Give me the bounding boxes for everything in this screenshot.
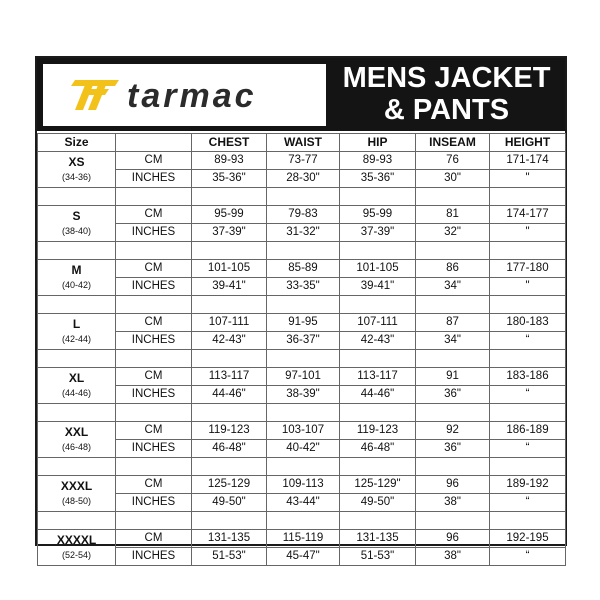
chest-cell: 119-123	[192, 422, 267, 440]
height-cell: 180-183	[490, 314, 566, 332]
inseam-cell: 36"	[416, 386, 490, 404]
height-cell: “	[490, 440, 566, 458]
waist-cell: 45-47"	[267, 548, 340, 566]
unit-cell: CM	[116, 476, 192, 494]
spacer-row	[38, 458, 566, 476]
spacer-cell	[416, 404, 490, 422]
size-name: XXXXL	[56, 532, 97, 547]
hip-cell: 37-39"	[340, 224, 416, 242]
spacer-cell	[38, 188, 116, 206]
spacer-cell	[116, 242, 192, 260]
waist-cell: 43-44"	[267, 494, 340, 512]
inseam-cell: 34"	[416, 332, 490, 350]
hip-cell: 101-105	[340, 260, 416, 278]
spacer-cell	[38, 512, 116, 530]
unit-cell: INCHES	[116, 170, 192, 188]
chest-cell: 39-41"	[192, 278, 267, 296]
spacer-cell	[192, 188, 267, 206]
inseam-cell: 32"	[416, 224, 490, 242]
size-range: (46-48)	[61, 441, 91, 452]
chest-cell: 113-117	[192, 368, 267, 386]
table-row	[38, 422, 566, 440]
spacer-cell	[192, 512, 267, 530]
size-cell	[38, 368, 116, 404]
chest-cell: 101-105	[192, 260, 267, 278]
table-row	[38, 224, 566, 242]
spacer-row	[38, 296, 566, 314]
spacer-cell	[192, 458, 267, 476]
spacer-cell	[416, 188, 490, 206]
spacer-cell	[267, 188, 340, 206]
height-cell: "	[490, 170, 566, 188]
spacer-cell	[340, 404, 416, 422]
unit-cell: CM	[116, 422, 192, 440]
spacer-cell	[490, 242, 566, 260]
spacer-cell	[490, 404, 566, 422]
unit-cell: CM	[116, 260, 192, 278]
col-header-unit	[116, 134, 192, 152]
table-row	[38, 278, 566, 296]
spacer-cell	[490, 512, 566, 530]
spacer-cell	[38, 296, 116, 314]
unit-cell: CM	[116, 530, 192, 548]
chest-cell: 131-135	[192, 530, 267, 548]
spacer-cell	[490, 350, 566, 368]
size-range: (44-46)	[61, 387, 91, 398]
table-row	[38, 332, 566, 350]
spacer-cell	[340, 458, 416, 476]
height-cell: 192-195	[490, 530, 566, 548]
hip-cell: 51-53"	[340, 548, 416, 566]
size-cell	[38, 314, 116, 350]
hip-cell: 39-41"	[340, 278, 416, 296]
spacer-cell	[38, 458, 116, 476]
col-header-waist: WAIST	[267, 134, 340, 152]
spacer-cell	[340, 350, 416, 368]
waist-cell: 97-101	[267, 368, 340, 386]
hip-cell: 107-111	[340, 314, 416, 332]
col-header-height: HEIGHT	[490, 134, 566, 152]
inseam-cell: 91	[416, 368, 490, 386]
height-cell: “	[490, 332, 566, 350]
spacer-cell	[116, 458, 192, 476]
spacer-cell	[490, 188, 566, 206]
chest-cell: 37-39"	[192, 224, 267, 242]
waist-cell: 31-32"	[267, 224, 340, 242]
spacer-cell	[416, 458, 490, 476]
hip-cell: 113-117	[340, 368, 416, 386]
inseam-cell: 36"	[416, 440, 490, 458]
spacer-row	[38, 512, 566, 530]
unit-cell: INCHES	[116, 494, 192, 512]
chart-title	[328, 62, 565, 126]
col-header-chest: CHEST	[192, 134, 267, 152]
table-row	[38, 206, 566, 224]
spacer-cell	[192, 296, 267, 314]
waist-cell: 28-30"	[267, 170, 340, 188]
col-header-inseam: INSEAM	[416, 134, 490, 152]
spacer-cell	[267, 242, 340, 260]
waist-cell: 33-35"	[267, 278, 340, 296]
chest-cell: 51-53"	[192, 548, 267, 566]
chest-cell: 125-129	[192, 476, 267, 494]
waist-cell: 73-77	[267, 152, 340, 170]
unit-cell: INCHES	[116, 332, 192, 350]
inseam-cell: 87	[416, 314, 490, 332]
hip-cell: 46-48"	[340, 440, 416, 458]
chest-cell: 49-50"	[192, 494, 267, 512]
size-table-body	[38, 152, 566, 566]
size-range: (42-44)	[61, 333, 91, 344]
table-row	[38, 260, 566, 278]
inseam-cell: 38"	[416, 494, 490, 512]
brand-name: tarmac	[127, 77, 257, 115]
spacer-cell	[192, 350, 267, 368]
inseam-cell: 96	[416, 476, 490, 494]
height-cell: 174-177	[490, 206, 566, 224]
unit-cell: CM	[116, 368, 192, 386]
chest-cell: 89-93	[192, 152, 267, 170]
table-row	[38, 440, 566, 458]
waist-cell: 103-107	[267, 422, 340, 440]
size-range: (48-50)	[61, 495, 91, 506]
height-cell: "	[490, 224, 566, 242]
unit-cell: INCHES	[116, 440, 192, 458]
table-row	[38, 170, 566, 188]
size-name: XL	[68, 370, 85, 385]
unit-cell: INCHES	[116, 224, 192, 242]
spacer-cell	[340, 512, 416, 530]
size-name: L	[72, 316, 81, 331]
size-name: XXL	[64, 424, 89, 439]
col-header-size: Size	[38, 134, 116, 152]
table-row	[38, 548, 566, 566]
inseam-cell: 92	[416, 422, 490, 440]
unit-cell: CM	[116, 152, 192, 170]
spacer-cell	[192, 404, 267, 422]
chest-cell: 95-99	[192, 206, 267, 224]
inseam-cell: 38"	[416, 548, 490, 566]
waist-cell: 91-95	[267, 314, 340, 332]
size-cell	[38, 152, 116, 188]
spacer-cell	[340, 242, 416, 260]
col-header-hip: HIP	[340, 134, 416, 152]
spacer-cell	[192, 242, 267, 260]
height-cell: 189-192	[490, 476, 566, 494]
spacer-cell	[340, 188, 416, 206]
inseam-cell: 30"	[416, 170, 490, 188]
chest-cell: 44-46"	[192, 386, 267, 404]
spacer-cell	[116, 296, 192, 314]
inseam-cell: 86	[416, 260, 490, 278]
unit-cell: CM	[116, 206, 192, 224]
hip-cell: 131-135	[340, 530, 416, 548]
size-range: (34-36)	[61, 171, 91, 182]
height-cell: 171-174	[490, 152, 566, 170]
table-row	[38, 494, 566, 512]
tarmac-logo-icon	[69, 78, 121, 112]
spacer-row	[38, 188, 566, 206]
inseam-cell: 81	[416, 206, 490, 224]
size-table	[37, 133, 566, 566]
table-row	[38, 386, 566, 404]
hip-cell: 35-36"	[340, 170, 416, 188]
waist-cell: 36-37"	[267, 332, 340, 350]
inseam-cell: 96	[416, 530, 490, 548]
spacer-cell	[490, 458, 566, 476]
table-row	[38, 314, 566, 332]
size-cell	[38, 260, 116, 296]
waist-cell: 79-83	[267, 206, 340, 224]
table-row	[38, 476, 566, 494]
table-row	[38, 530, 566, 548]
size-name: M	[71, 262, 82, 277]
chart-title-line1: MENS JACKET	[342, 62, 551, 94]
size-chart	[35, 56, 567, 562]
hip-cell: 95-99	[340, 206, 416, 224]
spacer-cell	[267, 350, 340, 368]
spacer-cell	[38, 350, 116, 368]
waist-cell: 109-113	[267, 476, 340, 494]
inseam-cell: 76	[416, 152, 490, 170]
header-banner	[37, 58, 565, 131]
size-range: (40-42)	[61, 279, 91, 290]
hip-cell: 42-43"	[340, 332, 416, 350]
hip-cell: 125-129"	[340, 476, 416, 494]
spacer-cell	[38, 404, 116, 422]
spacer-cell	[416, 242, 490, 260]
chest-cell: 35-36"	[192, 170, 267, 188]
unit-cell: CM	[116, 314, 192, 332]
chest-cell: 42-43"	[192, 332, 267, 350]
spacer-cell	[490, 296, 566, 314]
spacer-cell	[116, 350, 192, 368]
spacer-cell	[116, 404, 192, 422]
size-range: (52-54)	[61, 549, 91, 560]
height-cell: “	[490, 494, 566, 512]
spacer-cell	[416, 512, 490, 530]
size-name: S	[72, 208, 81, 223]
height-cell: 183-186	[490, 368, 566, 386]
spacer-cell	[267, 512, 340, 530]
height-cell: "	[490, 278, 566, 296]
unit-cell: INCHES	[116, 278, 192, 296]
chart-title-line2: & PANTS	[383, 94, 510, 126]
spacer-cell	[416, 350, 490, 368]
height-cell: “	[490, 386, 566, 404]
spacer-row	[38, 350, 566, 368]
unit-cell: INCHES	[116, 386, 192, 404]
spacer-row	[38, 242, 566, 260]
size-range: (38-40)	[61, 225, 91, 236]
waist-cell: 38-39"	[267, 386, 340, 404]
table-row	[38, 152, 566, 170]
height-cell: “	[490, 548, 566, 566]
waist-cell: 40-42"	[267, 440, 340, 458]
table-header-row	[38, 134, 566, 152]
chest-cell: 107-111	[192, 314, 267, 332]
spacer-row	[38, 404, 566, 422]
waist-cell: 85-89	[267, 260, 340, 278]
table-row	[38, 368, 566, 386]
size-name: XXXL	[60, 478, 93, 493]
spacer-cell	[38, 242, 116, 260]
size-cell	[38, 530, 116, 566]
unit-cell: INCHES	[116, 548, 192, 566]
spacer-cell	[116, 512, 192, 530]
inseam-cell: 34"	[416, 278, 490, 296]
spacer-cell	[340, 296, 416, 314]
size-cell	[38, 422, 116, 458]
spacer-cell	[267, 296, 340, 314]
size-cell	[38, 206, 116, 242]
hip-cell: 89-93	[340, 152, 416, 170]
waist-cell: 115-119	[267, 530, 340, 548]
hip-cell: 44-46"	[340, 386, 416, 404]
height-cell: 177-180	[490, 260, 566, 278]
spacer-cell	[267, 458, 340, 476]
hip-cell: 49-50"	[340, 494, 416, 512]
height-cell: 186-189	[490, 422, 566, 440]
spacer-cell	[416, 296, 490, 314]
spacer-cell	[116, 188, 192, 206]
brand-logo	[43, 64, 326, 126]
size-name: XS	[68, 154, 85, 169]
size-cell	[38, 476, 116, 512]
hip-cell: 119-123	[340, 422, 416, 440]
spacer-cell	[267, 404, 340, 422]
chest-cell: 46-48"	[192, 440, 267, 458]
